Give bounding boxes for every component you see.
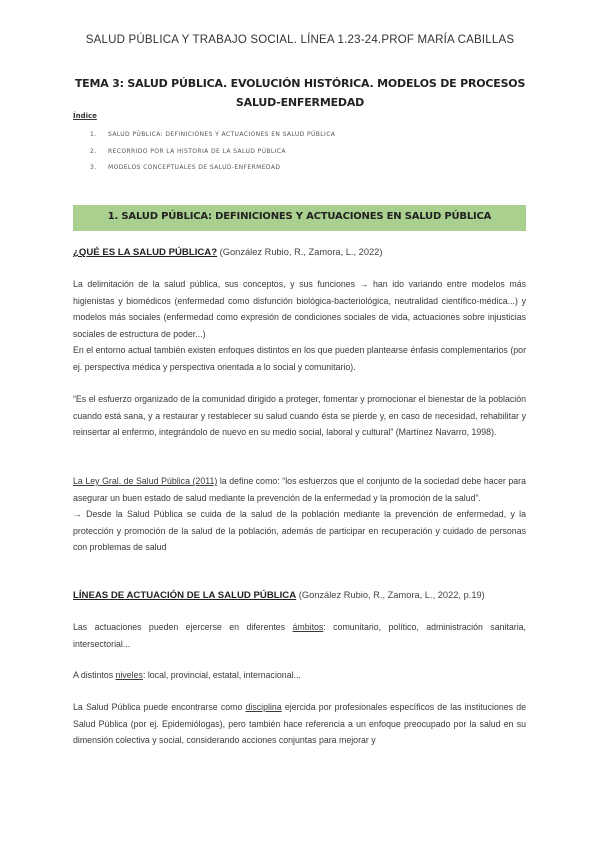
niveles-paragraph [73, 667, 526, 684]
underlined-term: disciplina [245, 702, 282, 712]
index-item-label: SALUD PÚBLICA: DEFINICIONES Y ACTUACIONES EN SALUD PÚBLICA [108, 131, 336, 138]
text-run: Las actuaciones pueden ejercerse en diferentes [73, 622, 293, 632]
definition-quote [73, 391, 526, 441]
ley-definition-text: la define como: “los esfuerzos que el conjunto de la sociedad debe hacer para asegurar un buen estado de salud mediante la prevención de la enfermedad y la promoción de la salud”. [73, 476, 527, 503]
que-es-paragraph-1 [73, 276, 526, 375]
section-heading-bar [73, 205, 526, 231]
underlined-term: ámbitos [292, 622, 324, 632]
title-line-1: TEMA 3: SALUD PÚBLICA. EVOLUCIÓN HISTÓRICA. MODELOS DE PROCESOS [74, 77, 526, 90]
index-item-number: 3. [90, 164, 97, 171]
index-item [90, 127, 335, 144]
quote-text: “Es el esfuerzo organizado de la comunidad dirigido a proteger, fomentar y promocionar el bienestar de la población cuando está sana, y a restaurar y restablecer su salud cuando ésta se pierde y, en caso de necesidad, rehabilitar y reinsertar al enfermo, integrándolo de nuevo en su medio social, laboral y cultural” (Martínez Navarro, 1998). [73, 394, 526, 437]
lineas-reference: (González Rubio, R., Zamora, L., 2022, p.19) [296, 590, 485, 600]
text-run: ejercida por profesionales específicos de las instituciones de Salud Pública (por ej. Epidemiólogas), pero también hace referencia a un enfoque preocupado por la salud en su dimensión colectiva y social, considerando acciones conjuntas para mejorar y [73, 702, 526, 745]
paragraph: → Desde la Salud Pública se cuida de la salud de la población mediante la prevención de enfermedad, y la protección y promoción de la salud de la población, además de participar en recuperación y cuidado de personas con problemas de salud [73, 509, 526, 552]
paragraph [73, 473, 526, 506]
index-item [90, 144, 335, 161]
que-es-heading-line [73, 244, 526, 262]
index-item-number: 2. [90, 147, 97, 155]
paragraph [73, 699, 526, 749]
index-heading: Índice [73, 112, 97, 120]
que-es-reference: (González Rubio, R., Zamora, L., 2022) [217, 247, 383, 257]
ley-definition [73, 473, 526, 556]
index-item-label: MODELOS CONCEPTUALES DE SALUD-ENFERMEDAD [108, 164, 281, 171]
lineas-heading-line [73, 587, 526, 605]
page-header: SALUD PÚBLICA Y TRABAJO SOCIAL. LÍNEA 1.23-24.PROF MARÍA CABILLAS [85, 34, 515, 46]
text-run: A distintos [73, 670, 116, 680]
index-list [90, 127, 335, 177]
ley-reference: La Ley Gral. de Salud Pública (2011) [73, 476, 218, 486]
ambitos-paragraph [73, 619, 526, 652]
paragraph [73, 667, 526, 684]
document-title [60, 74, 540, 112]
section-heading: 1. SALUD PÚBLICA: DEFINICIONES Y ACTUACIONES EN SALUD PÚBLICA [107, 211, 492, 222]
paragraph: En el entorno actual también existen enfoques distintos en los que pueden plantearse énfasis complementarios (por ej. perspectiva médica y perspectiva orientada a lo social y comunitario). [73, 345, 526, 372]
index-item [90, 160, 335, 177]
underlined-term: niveles [115, 670, 143, 680]
index-item-label: RECORRIDO POR LA HISTORIA DE LA SALUD PÚBLICA [108, 147, 286, 155]
text-run: : local, provincial, estatal, internacional... [142, 670, 301, 680]
lineas-heading: LÍNEAS DE ACTUACIÓN DE LA SALUD PÚBLICA [73, 590, 297, 601]
title-line-2: SALUD-ENFERMEDAD [235, 96, 365, 109]
text-run: La Salud Pública puede encontrarse como [73, 702, 246, 712]
index-item-number: 1. [90, 131, 97, 138]
disciplina-paragraph [73, 699, 526, 749]
que-es-heading: ¿QUÉ ES LA SALUD PÚBLICA? [73, 247, 218, 258]
paragraph: La delimitación de la salud pública, sus conceptos, y sus funciones → han ido variando entre modelos más higienistas y biomédicos (enfermedad como disfunción biológica-bacteriológica, neutralidad científico-médica...) y modelos más sociales (enfermedad como expresión de condiciones sociales de vida, actuaciones sobre injusticias sociales de estructura de poder...) [73, 279, 526, 339]
paragraph [73, 619, 526, 652]
text-run: : comunitario, político, administración sanitaria, intersectorial... [73, 622, 526, 649]
